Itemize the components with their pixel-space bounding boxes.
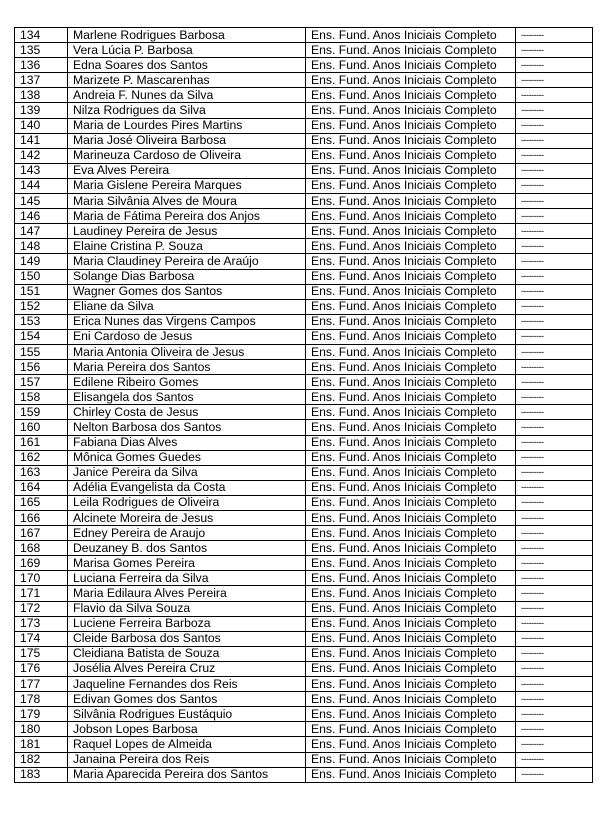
row-number-cell: 149 — [15, 254, 68, 269]
table-row — [15, 103, 593, 118]
name-cell: Josélia Alves Pereira Cruz — [68, 661, 306, 676]
name-cell: Edna Soares dos Santos — [68, 58, 306, 73]
table-row — [15, 571, 593, 586]
extra-cell: --------- — [516, 707, 593, 722]
extra-cell: --------- — [516, 586, 593, 601]
extra-cell: --------- — [516, 254, 593, 269]
education-cell: Ens. Fund. Anos Iniciais Completo — [306, 601, 516, 616]
name-cell: Vera Lúcia P. Barbosa — [68, 43, 306, 58]
name-cell: Jaqueline Fernandes dos Reis — [68, 677, 306, 692]
education-cell: Ens. Fund. Anos Iniciais Completo — [306, 661, 516, 676]
extra-cell: --------- — [516, 661, 593, 676]
row-number-cell: 148 — [15, 239, 68, 254]
education-cell: Ens. Fund. Anos Iniciais Completo — [306, 28, 516, 43]
name-cell: Eni Cardoso de Jesus — [68, 329, 306, 344]
table-row — [15, 646, 593, 661]
table-row — [15, 133, 593, 148]
row-number-cell: 152 — [15, 299, 68, 314]
extra-cell: --------- — [516, 133, 593, 148]
table-row — [15, 390, 593, 405]
row-number-cell: 164 — [15, 480, 68, 495]
table-row — [15, 178, 593, 193]
row-number-cell: 136 — [15, 58, 68, 73]
extra-cell: --------- — [516, 646, 593, 661]
row-number-cell: 147 — [15, 224, 68, 239]
row-number-cell: 141 — [15, 133, 68, 148]
extra-cell: --------- — [516, 616, 593, 631]
name-cell: Solange Dias Barbosa — [68, 269, 306, 284]
table-row — [15, 88, 593, 103]
education-cell: Ens. Fund. Anos Iniciais Completo — [306, 390, 516, 405]
name-cell: Mônica Gomes Guedes — [68, 450, 306, 465]
table-row — [15, 73, 593, 88]
table-row — [15, 435, 593, 450]
row-number-cell: 163 — [15, 465, 68, 480]
extra-cell: --------- — [516, 28, 593, 43]
extra-cell: --------- — [516, 450, 593, 465]
name-cell: Maria Silvânia Alves de Moura — [68, 194, 306, 209]
name-cell: Fabiana Dias Alves — [68, 435, 306, 450]
table-row — [15, 495, 593, 510]
table-row — [15, 148, 593, 163]
extra-cell: --------- — [516, 375, 593, 390]
education-cell: Ens. Fund. Anos Iniciais Completo — [306, 722, 516, 737]
education-cell: Ens. Fund. Anos Iniciais Completo — [306, 178, 516, 193]
education-cell: Ens. Fund. Anos Iniciais Completo — [306, 209, 516, 224]
education-cell: Ens. Fund. Anos Iniciais Completo — [306, 541, 516, 556]
row-number-cell: 172 — [15, 601, 68, 616]
row-number-cell: 180 — [15, 722, 68, 737]
row-number-cell: 173 — [15, 616, 68, 631]
extra-cell: --------- — [516, 495, 593, 510]
extra-cell: --------- — [516, 178, 593, 193]
name-cell: Luciene Ferreira Barboza — [68, 616, 306, 631]
table-row — [15, 329, 593, 344]
row-number-cell: 138 — [15, 88, 68, 103]
name-cell: Flavio da Silva Souza — [68, 601, 306, 616]
name-cell: Edilene Ribeiro Gomes — [68, 375, 306, 390]
name-cell: Maria Gislene Pereira Marques — [68, 178, 306, 193]
education-cell: Ens. Fund. Anos Iniciais Completo — [306, 224, 516, 239]
extra-cell: --------- — [516, 314, 593, 329]
row-number-cell: 174 — [15, 631, 68, 646]
education-cell: Ens. Fund. Anos Iniciais Completo — [306, 435, 516, 450]
education-cell: Ens. Fund. Anos Iniciais Completo — [306, 707, 516, 722]
education-cell: Ens. Fund. Anos Iniciais Completo — [306, 692, 516, 707]
name-cell: Deuzaney B. dos Santos — [68, 541, 306, 556]
education-cell: Ens. Fund. Anos Iniciais Completo — [306, 43, 516, 58]
education-cell: Ens. Fund. Anos Iniciais Completo — [306, 299, 516, 314]
table-row — [15, 375, 593, 390]
education-cell: Ens. Fund. Anos Iniciais Completo — [306, 526, 516, 541]
name-cell: Jobson Lopes Barbosa — [68, 722, 306, 737]
education-cell: Ens. Fund. Anos Iniciais Completo — [306, 480, 516, 495]
extra-cell: --------- — [516, 224, 593, 239]
table-row — [15, 43, 593, 58]
extra-cell: --------- — [516, 344, 593, 359]
name-cell: Marlene Rodrigues Barbosa — [68, 28, 306, 43]
name-cell: Elisangela dos Santos — [68, 390, 306, 405]
education-cell: Ens. Fund. Anos Iniciais Completo — [306, 420, 516, 435]
row-number-cell: 182 — [15, 752, 68, 767]
education-cell: Ens. Fund. Anos Iniciais Completo — [306, 194, 516, 209]
education-cell: Ens. Fund. Anos Iniciais Completo — [306, 450, 516, 465]
extra-cell: --------- — [516, 329, 593, 344]
education-cell: Ens. Fund. Anos Iniciais Completo — [306, 103, 516, 118]
extra-cell: --------- — [516, 631, 593, 646]
table-row — [15, 405, 593, 420]
name-cell: Janice Pereira da Silva — [68, 465, 306, 480]
row-number-cell: 168 — [15, 541, 68, 556]
extra-cell: --------- — [516, 103, 593, 118]
name-cell: Erica Nunes das Virgens Campos — [68, 314, 306, 329]
name-cell: Maria de Fátima Pereira dos Anjos — [68, 209, 306, 224]
extra-cell: --------- — [516, 209, 593, 224]
name-cell: Wagner Gomes dos Santos — [68, 284, 306, 299]
row-number-cell: 134 — [15, 28, 68, 43]
name-cell: Janaina Pereira dos Reis — [68, 752, 306, 767]
row-number-cell: 160 — [15, 420, 68, 435]
row-number-cell: 169 — [15, 556, 68, 571]
table-row — [15, 254, 593, 269]
row-number-cell: 162 — [15, 450, 68, 465]
extra-cell: --------- — [516, 194, 593, 209]
education-cell: Ens. Fund. Anos Iniciais Completo — [306, 88, 516, 103]
extra-cell: --------- — [516, 752, 593, 767]
row-number-cell: 156 — [15, 360, 68, 375]
table-row — [15, 194, 593, 209]
row-number-cell: 155 — [15, 344, 68, 359]
table-row — [15, 450, 593, 465]
extra-cell: --------- — [516, 511, 593, 526]
extra-cell: --------- — [516, 601, 593, 616]
extra-cell: --------- — [516, 571, 593, 586]
name-cell: Eva Alves Pereira — [68, 163, 306, 178]
name-cell: Maria Antonia Oliveira de Jesus — [68, 344, 306, 359]
row-number-cell: 157 — [15, 375, 68, 390]
name-cell: Adélia Evangelista da Costa — [68, 480, 306, 495]
row-number-cell: 181 — [15, 737, 68, 752]
table-row — [15, 314, 593, 329]
table-row — [15, 707, 593, 722]
education-cell: Ens. Fund. Anos Iniciais Completo — [306, 344, 516, 359]
extra-cell: --------- — [516, 299, 593, 314]
education-cell: Ens. Fund. Anos Iniciais Completo — [306, 73, 516, 88]
row-number-cell: 144 — [15, 178, 68, 193]
row-number-cell: 166 — [15, 511, 68, 526]
extra-cell: --------- — [516, 284, 593, 299]
row-number-cell: 151 — [15, 284, 68, 299]
name-cell: Andreia F. Nunes da Silva — [68, 88, 306, 103]
education-cell: Ens. Fund. Anos Iniciais Completo — [306, 495, 516, 510]
extra-cell: --------- — [516, 767, 593, 782]
education-cell: Ens. Fund. Anos Iniciais Completo — [306, 163, 516, 178]
table-row — [15, 269, 593, 284]
education-cell: Ens. Fund. Anos Iniciais Completo — [306, 58, 516, 73]
name-cell: Elaine Cristina P. Souza — [68, 239, 306, 254]
table-row — [15, 224, 593, 239]
education-cell: Ens. Fund. Anos Iniciais Completo — [306, 314, 516, 329]
education-cell: Ens. Fund. Anos Iniciais Completo — [306, 737, 516, 752]
extra-cell: --------- — [516, 465, 593, 480]
education-cell: Ens. Fund. Anos Iniciais Completo — [306, 616, 516, 631]
row-number-cell: 178 — [15, 692, 68, 707]
extra-cell: --------- — [516, 239, 593, 254]
row-number-cell: 140 — [15, 118, 68, 133]
extra-cell: --------- — [516, 480, 593, 495]
table-row — [15, 737, 593, 752]
table-row — [15, 465, 593, 480]
row-number-cell: 142 — [15, 148, 68, 163]
table-row — [15, 58, 593, 73]
extra-cell: --------- — [516, 722, 593, 737]
row-number-cell: 176 — [15, 661, 68, 676]
row-number-cell: 139 — [15, 103, 68, 118]
row-number-cell: 135 — [15, 43, 68, 58]
education-cell: Ens. Fund. Anos Iniciais Completo — [306, 646, 516, 661]
education-cell: Ens. Fund. Anos Iniciais Completo — [306, 631, 516, 646]
education-cell: Ens. Fund. Anos Iniciais Completo — [306, 269, 516, 284]
row-number-cell: 153 — [15, 314, 68, 329]
table-row — [15, 344, 593, 359]
table-row — [15, 692, 593, 707]
name-cell: Alcinete Moreira de Jesus — [68, 511, 306, 526]
table-row — [15, 541, 593, 556]
name-cell: Maria Claudiney Pereira de Araújo — [68, 254, 306, 269]
name-cell: Cleidiana Batista de Souza — [68, 646, 306, 661]
education-cell: Ens. Fund. Anos Iniciais Completo — [306, 118, 516, 133]
education-cell: Ens. Fund. Anos Iniciais Completo — [306, 767, 516, 782]
table-row — [15, 677, 593, 692]
extra-cell: --------- — [516, 269, 593, 284]
name-cell: Chirley Costa de Jesus — [68, 405, 306, 420]
extra-cell: --------- — [516, 390, 593, 405]
name-cell: Raquel Lopes de Almeida — [68, 737, 306, 752]
row-number-cell: 175 — [15, 646, 68, 661]
education-cell: Ens. Fund. Anos Iniciais Completo — [306, 133, 516, 148]
table-row — [15, 616, 593, 631]
extra-cell: --------- — [516, 163, 593, 178]
table-row — [15, 767, 593, 782]
table-row — [15, 420, 593, 435]
row-number-cell: 145 — [15, 194, 68, 209]
name-cell: Maria Edilaura Alves Pereira — [68, 586, 306, 601]
table-row — [15, 722, 593, 737]
name-cell: Silvânia Rodrigues Eustáquio — [68, 707, 306, 722]
name-cell: Nilza Rodrigues da Silva — [68, 103, 306, 118]
education-cell: Ens. Fund. Anos Iniciais Completo — [306, 405, 516, 420]
extra-cell: --------- — [516, 420, 593, 435]
extra-cell: --------- — [516, 435, 593, 450]
name-cell: Nelton Barbosa dos Santos — [68, 420, 306, 435]
extra-cell: --------- — [516, 73, 593, 88]
name-cell: Maria de Lourdes Pires Martins — [68, 118, 306, 133]
table-row — [15, 209, 593, 224]
table-row — [15, 163, 593, 178]
row-number-cell: 183 — [15, 767, 68, 782]
extra-cell: --------- — [516, 692, 593, 707]
row-number-cell: 165 — [15, 495, 68, 510]
education-cell: Ens. Fund. Anos Iniciais Completo — [306, 556, 516, 571]
table-row — [15, 28, 593, 43]
extra-cell: --------- — [516, 88, 593, 103]
name-cell: Maria José Oliveira Barbosa — [68, 133, 306, 148]
education-cell: Ens. Fund. Anos Iniciais Completo — [306, 586, 516, 601]
row-number-cell: 159 — [15, 405, 68, 420]
name-cell: Marizete P. Mascarenhas — [68, 73, 306, 88]
name-cell: Maria Aparecida Pereira dos Santos — [68, 767, 306, 782]
education-cell: Ens. Fund. Anos Iniciais Completo — [306, 375, 516, 390]
education-cell: Ens. Fund. Anos Iniciais Completo — [306, 511, 516, 526]
roster-table — [14, 27, 593, 783]
row-number-cell: 161 — [15, 435, 68, 450]
row-number-cell: 146 — [15, 209, 68, 224]
extra-cell: --------- — [516, 405, 593, 420]
education-cell: Ens. Fund. Anos Iniciais Completo — [306, 677, 516, 692]
education-cell: Ens. Fund. Anos Iniciais Completo — [306, 465, 516, 480]
row-number-cell: 170 — [15, 571, 68, 586]
table-row — [15, 239, 593, 254]
row-number-cell: 143 — [15, 163, 68, 178]
extra-cell: --------- — [516, 360, 593, 375]
extra-cell: --------- — [516, 677, 593, 692]
table-row — [15, 752, 593, 767]
extra-cell: --------- — [516, 526, 593, 541]
education-cell: Ens. Fund. Anos Iniciais Completo — [306, 254, 516, 269]
table-row — [15, 631, 593, 646]
education-cell: Ens. Fund. Anos Iniciais Completo — [306, 239, 516, 254]
name-cell: Eliane da Silva — [68, 299, 306, 314]
table-row — [15, 601, 593, 616]
row-number-cell: 150 — [15, 269, 68, 284]
name-cell: Laudiney Pereira de Jesus — [68, 224, 306, 239]
name-cell: Leila Rodrigues de Oliveira — [68, 495, 306, 510]
table-row — [15, 556, 593, 571]
table-row — [15, 586, 593, 601]
education-cell: Ens. Fund. Anos Iniciais Completo — [306, 148, 516, 163]
education-cell: Ens. Fund. Anos Iniciais Completo — [306, 284, 516, 299]
extra-cell: --------- — [516, 556, 593, 571]
row-number-cell: 137 — [15, 73, 68, 88]
row-number-cell: 158 — [15, 390, 68, 405]
name-cell: Maria Pereira dos Santos — [68, 360, 306, 375]
education-cell: Ens. Fund. Anos Iniciais Completo — [306, 360, 516, 375]
row-number-cell: 179 — [15, 707, 68, 722]
extra-cell: --------- — [516, 118, 593, 133]
row-number-cell: 171 — [15, 586, 68, 601]
row-number-cell: 177 — [15, 677, 68, 692]
table-row — [15, 118, 593, 133]
table-row — [15, 480, 593, 495]
table-row — [15, 284, 593, 299]
name-cell: Marineuza Cardoso de Oliveira — [68, 148, 306, 163]
table-row — [15, 511, 593, 526]
name-cell: Edney Pereira de Araujo — [68, 526, 306, 541]
table-row — [15, 526, 593, 541]
extra-cell: --------- — [516, 58, 593, 73]
education-cell: Ens. Fund. Anos Iniciais Completo — [306, 571, 516, 586]
name-cell: Marisa Gomes Pereira — [68, 556, 306, 571]
roster-table-body — [15, 28, 593, 783]
extra-cell: --------- — [516, 541, 593, 556]
row-number-cell: 154 — [15, 329, 68, 344]
extra-cell: --------- — [516, 43, 593, 58]
name-cell: Cleide Barbosa dos Santos — [68, 631, 306, 646]
extra-cell: --------- — [516, 737, 593, 752]
name-cell: Luciana Ferreira da Silva — [68, 571, 306, 586]
table-row — [15, 299, 593, 314]
name-cell: Edivan Gomes dos Santos — [68, 692, 306, 707]
row-number-cell: 167 — [15, 526, 68, 541]
education-cell: Ens. Fund. Anos Iniciais Completo — [306, 752, 516, 767]
table-row — [15, 360, 593, 375]
education-cell: Ens. Fund. Anos Iniciais Completo — [306, 329, 516, 344]
extra-cell: --------- — [516, 148, 593, 163]
table-row — [15, 661, 593, 676]
